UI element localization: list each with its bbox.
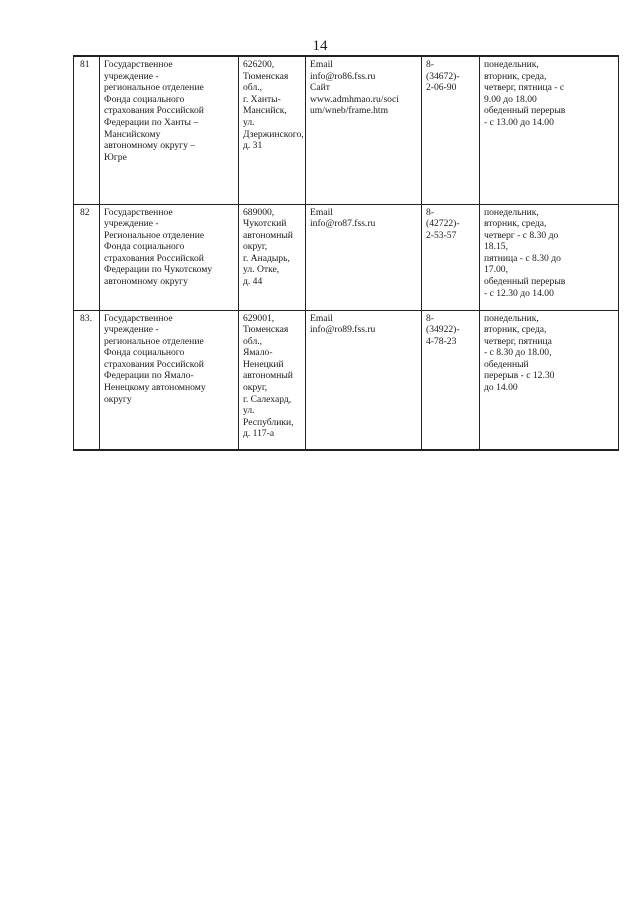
contacts-cell bbox=[306, 310, 422, 450]
address-line: д. 31 bbox=[243, 140, 263, 152]
org-name-line: Государственное bbox=[104, 312, 173, 324]
contacts-line: www.admhmao.ru/soci bbox=[310, 93, 399, 105]
working-hours-cell bbox=[480, 204, 619, 310]
contacts-line: Email bbox=[310, 59, 333, 70]
working-hours-line: четверг, пятница bbox=[484, 335, 552, 347]
working-hours-line: 18.15, bbox=[484, 241, 508, 253]
table-row bbox=[74, 56, 619, 204]
contacts-line: um/wneb/frame.htm bbox=[310, 105, 389, 117]
address-line: г. Анадырь, bbox=[243, 252, 290, 264]
working-hours-line: обеденный перерыв bbox=[484, 105, 566, 117]
phone-line: 2-06-90 bbox=[426, 82, 457, 94]
address-line: Чукотский bbox=[243, 218, 287, 230]
working-hours-line: обеденный bbox=[484, 358, 529, 370]
working-hours-line: обеденный перерыв bbox=[484, 276, 566, 288]
address-line: ул. bbox=[243, 116, 255, 128]
org-name-line: страхования Российской bbox=[104, 358, 204, 370]
working-hours-line: 9.00 до 18.00 bbox=[484, 93, 537, 105]
org-name-line: округу bbox=[104, 393, 132, 405]
org-name-cell bbox=[100, 310, 239, 450]
phone-line: 8- bbox=[426, 206, 434, 218]
address-line: г. Салехард, bbox=[243, 393, 292, 405]
organizations-table bbox=[73, 55, 619, 451]
contacts-cell bbox=[306, 204, 422, 310]
address-line: Республики, bbox=[243, 416, 294, 428]
address-line: обл., bbox=[243, 335, 263, 347]
org-name-line: Федерации по Чукотскому bbox=[104, 264, 213, 276]
working-hours-line: до 14.00 bbox=[484, 382, 518, 394]
working-hours-line: вторник, среда, bbox=[484, 70, 547, 82]
working-hours-line: понедельник, bbox=[484, 206, 539, 218]
address-line: Дзержинского, bbox=[243, 128, 304, 140]
address-line: Тюменская bbox=[243, 324, 289, 336]
address-line: д. 117-а bbox=[243, 428, 275, 440]
table-row bbox=[74, 310, 619, 450]
row-number-cell: 82 bbox=[74, 204, 100, 310]
org-name-line: страхования Российской bbox=[104, 105, 204, 117]
phone-line: (34672)- bbox=[426, 70, 460, 82]
working-hours-cell bbox=[480, 310, 619, 450]
address-line: д. 44 bbox=[243, 276, 263, 288]
working-hours-line: - с 12.30 до 14.00 bbox=[484, 287, 554, 299]
org-name-line: Региональное отделение bbox=[104, 229, 205, 241]
org-name-line: Государственное bbox=[104, 206, 173, 218]
working-hours-line: вторник, среда, bbox=[484, 218, 547, 230]
org-name-line: Фонда социального bbox=[104, 93, 185, 105]
contacts-line: info@ro87.fss.ru bbox=[310, 218, 376, 230]
org-name-line: Югре bbox=[104, 151, 127, 163]
working-hours-cell bbox=[480, 56, 619, 204]
org-name-line: учреждение - bbox=[104, 70, 159, 82]
org-name-line: региональное отделение bbox=[104, 82, 204, 94]
address-line: ул. bbox=[243, 405, 255, 417]
address-line: Ямало- bbox=[243, 347, 273, 359]
org-name-line: автономному округу bbox=[104, 276, 188, 288]
contacts-line: Email bbox=[310, 206, 333, 218]
address-cell bbox=[239, 310, 306, 450]
contacts-cell bbox=[306, 56, 422, 204]
contacts-line: info@ro89.fss.ru bbox=[310, 324, 376, 336]
address-line: Тюменская bbox=[243, 70, 289, 82]
phone-cell bbox=[422, 56, 480, 204]
address-line: г. Ханты- bbox=[243, 93, 281, 105]
org-name-line: Федерации по Ямало- bbox=[104, 370, 194, 382]
address-cell bbox=[239, 56, 306, 204]
working-hours-line: - с 8.30 до 18.00, bbox=[484, 347, 552, 359]
address-line: автономный bbox=[243, 229, 293, 241]
phone-line: 8- bbox=[426, 312, 434, 324]
address-line: 629001, bbox=[243, 312, 275, 324]
phone-cell bbox=[422, 204, 480, 310]
row-number-cell: 83. bbox=[74, 310, 100, 450]
working-hours-line: перерыв - с 12.30 bbox=[484, 370, 555, 382]
working-hours-line: четверг - с 8.30 до bbox=[484, 229, 559, 241]
working-hours-line: 17.00, bbox=[484, 264, 508, 276]
working-hours-line: понедельник, bbox=[484, 59, 539, 70]
org-name-line: Ненецкому автономному bbox=[104, 382, 206, 394]
phone-line: (34922)- bbox=[426, 324, 460, 336]
org-name-line: учреждение - bbox=[104, 218, 159, 230]
address-line: ул. Отке, bbox=[243, 264, 280, 276]
working-hours-line: понедельник, bbox=[484, 312, 539, 324]
row-number-cell: 81 bbox=[74, 56, 100, 204]
org-name-line: Мансийскому bbox=[104, 128, 161, 140]
address-line: Ненецкий bbox=[243, 358, 284, 370]
org-name-line: Государственное bbox=[104, 59, 173, 70]
org-name-line: региональное отделение bbox=[104, 335, 204, 347]
working-hours-line: четверг, пятница - с bbox=[484, 82, 565, 94]
org-name-line: Фонда социального bbox=[104, 347, 185, 359]
org-name-line: страхования Российской bbox=[104, 252, 204, 264]
org-name-line: учреждение - bbox=[104, 324, 159, 336]
working-hours-line: пятница - с 8.30 до bbox=[484, 252, 561, 264]
org-name-line: Федерации по Ханты – bbox=[104, 116, 199, 128]
address-line: округ, bbox=[243, 382, 268, 394]
org-name-cell bbox=[100, 204, 239, 310]
address-cell bbox=[239, 204, 306, 310]
address-line: 626200, bbox=[243, 59, 275, 70]
org-name-line: автономному округу – bbox=[104, 140, 196, 152]
address-line: Мансийск, bbox=[243, 105, 287, 117]
phone-line: 4-78-23 bbox=[426, 335, 457, 347]
phone-cell bbox=[422, 310, 480, 450]
phone-line: (42722)- bbox=[426, 218, 460, 230]
address-line: обл., bbox=[243, 82, 263, 94]
contacts-line: info@ro86.fss.ru bbox=[310, 70, 376, 82]
contacts-line: Email bbox=[310, 312, 333, 324]
table-row bbox=[74, 204, 619, 310]
address-line: 689000, bbox=[243, 206, 275, 218]
address-line: автономный bbox=[243, 370, 293, 382]
org-name-cell bbox=[100, 56, 239, 204]
phone-line: 2-53-57 bbox=[426, 229, 457, 241]
working-hours-line: вторник, среда, bbox=[484, 324, 547, 336]
working-hours-line: - с 13.00 до 14.00 bbox=[484, 116, 554, 128]
org-name-line: Фонда социального bbox=[104, 241, 185, 253]
contacts-line: Сайт bbox=[310, 82, 330, 94]
phone-line: 8- bbox=[426, 59, 434, 70]
address-line: округ, bbox=[243, 241, 268, 253]
page-number: 14 bbox=[312, 38, 328, 54]
